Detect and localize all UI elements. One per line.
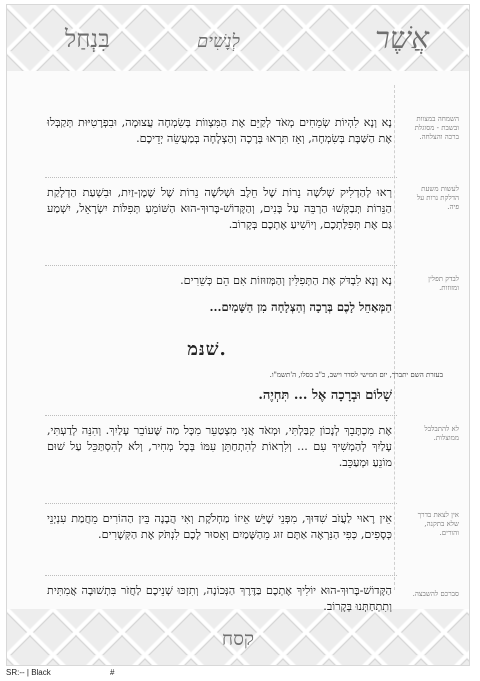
header-word-right: אֲשֶׁר bbox=[375, 21, 429, 56]
book-page bbox=[6, 4, 470, 666]
page-number: קסח bbox=[221, 628, 255, 650]
divider bbox=[45, 177, 397, 178]
dateline: בעזרת השם יתברך, יום חמישי לסדר וישב, כ"ב כסלו, ה'תשמ"ו. bbox=[269, 371, 443, 379]
greeting: שָׁלוֹם וּבְרָכָה אֶל ... תִּחְיֶה. bbox=[258, 388, 392, 403]
sidebar-note: סברכם להשבצה. bbox=[412, 590, 459, 598]
sidebar-note: לבדק תפלין ומזוזות. bbox=[428, 275, 459, 292]
header-word-middle: לְנָשִׁים bbox=[197, 31, 240, 52]
divider bbox=[45, 503, 397, 504]
paragraph: אֶת מִכְתָּבֵךְ לְנָכוֹן קִבַּלְתִּי, וּמְאֹד אֲנִי מִצְטַעֵר מִכָּל מַה שֶּׁעוֹבֵר עָלַיִךְ. וְהִנֵּה לְדַעְתִּי, עָלַיִךְ לְהַמְשִׁיךְ עִם ... וְלִרְאוֹת לְהִתְחַתֵּן עִמּוֹ בְּכָל מְחִיר, וְלֹא לְהִסְתַּכֵּל עַל שׁוּם מוֹנֵעַ וּמְעַכֵּב. bbox=[47, 424, 392, 469]
sidebar-note: לעשות משעת הדלקת נרות על פיה. bbox=[416, 185, 459, 211]
header-word-left: בִּנְחַל bbox=[65, 25, 110, 53]
paragraph: אֵין רָאוּי לַעֲזֹב שִׁדּוּךְ, מִפְּנֵי שֶׁיֵּשׁ אֵיזוֹ מַחְלֹקֶת וְאִי הֲבָנָה בֵּין הַהוֹרִים מֵחֲמַת עִנְיְנֵי כְּסָפִים, כְּפִי הַנִּרְאֶה אַתֶּם זוּג מֵהַשָּׁמַיִם וְאָסוּר לָכֶם לִנְתֹּק אֶת הַקְּשָׁרִים. bbox=[47, 512, 392, 541]
print-footer-hash: # bbox=[110, 668, 115, 677]
closing-line: הַמְּאַחֵל לָכֶם בְּרָכָה וְהַצְלָחָה מִן הַשָּׁמַיִם... bbox=[209, 300, 392, 314]
paragraph: נָא וְנָא לִבְדֹּק אֶת הַתְּפִלִּין וְהַמְּזוּזוֹת אִם הֵם כְּשֵׁרִים. bbox=[180, 274, 392, 287]
print-footer: SR:-- | Black bbox=[6, 668, 51, 677]
sidebar-note: השמחה במצוות ובשבת - מסוגלת ברכה והצלחה. bbox=[414, 115, 459, 141]
sidebar-note: לא להתבלבל ממוצלות. bbox=[424, 425, 459, 442]
margin-rule bbox=[394, 85, 395, 590]
divider bbox=[45, 265, 397, 266]
sidebar-note: אין לצאת בדרך שלא בתקנה, והורים. bbox=[417, 511, 459, 537]
paragraph: הַקָּדוֹשׁ-בָּרוּךְ-הוּא יוֹלִיךְ אֶתְכֶם בַּדֶּרֶךְ הַנְּכוֹנָה, וְתִזְכּוּ שְׁנֵיכֶם לַחֲזֹר בִּתְשׁוּבָה אֲמִתִּית וְתִתְחַתְּנוּ בְּקָרוֹב. bbox=[47, 584, 392, 613]
divider bbox=[45, 575, 397, 576]
paragraph: רְאוּ לְהַדְלִיק שְׁלֹשָׁה נֵרוֹת שֶׁל חֵלֶב וּשְׁלֹשָׁה נֵרוֹת שֶׁל שֶׁמֶן-זַיִת, וּבִשְׁעַת הַדְלָקַת הַנֵּרוֹת תְּבַקְּשׁוּ הַרְבֵּה עַל בָּנִים, וְהַקָּדוֹשׁ-בָּרוּךְ-הוּא הַשּׁוֹמֵעַ תְּפִלּוֹת יִשְׂרָאֵל, יִשְׁמַע גַּם אֶת תְּפִלַּתְכֶם, וְיוֹשִׁיעַ אֶתְכֶם בְּקָרוֹב. bbox=[47, 186, 392, 231]
section-title: שׁנּמ. bbox=[187, 339, 227, 360]
divider bbox=[45, 415, 397, 416]
paragraph: נָא וְנָא לִהְיוֹת שְׂמֵחִים מְאֹד לְקַיֵּם אֶת הַמִּצְווֹת בְּשִׂמְחָה עֲצוּמָה, וּבִפְרָטִיּוּת תְּקַבְּלוּ אֶת הַשַּׁבָּת בְּשִׂמְחָה, וְאָז תִּרְאוּ בְּרָכָה וְהַצְלָחָה בְּמַעֲשֵׂה יְדֵיכֶם. bbox=[47, 116, 392, 145]
